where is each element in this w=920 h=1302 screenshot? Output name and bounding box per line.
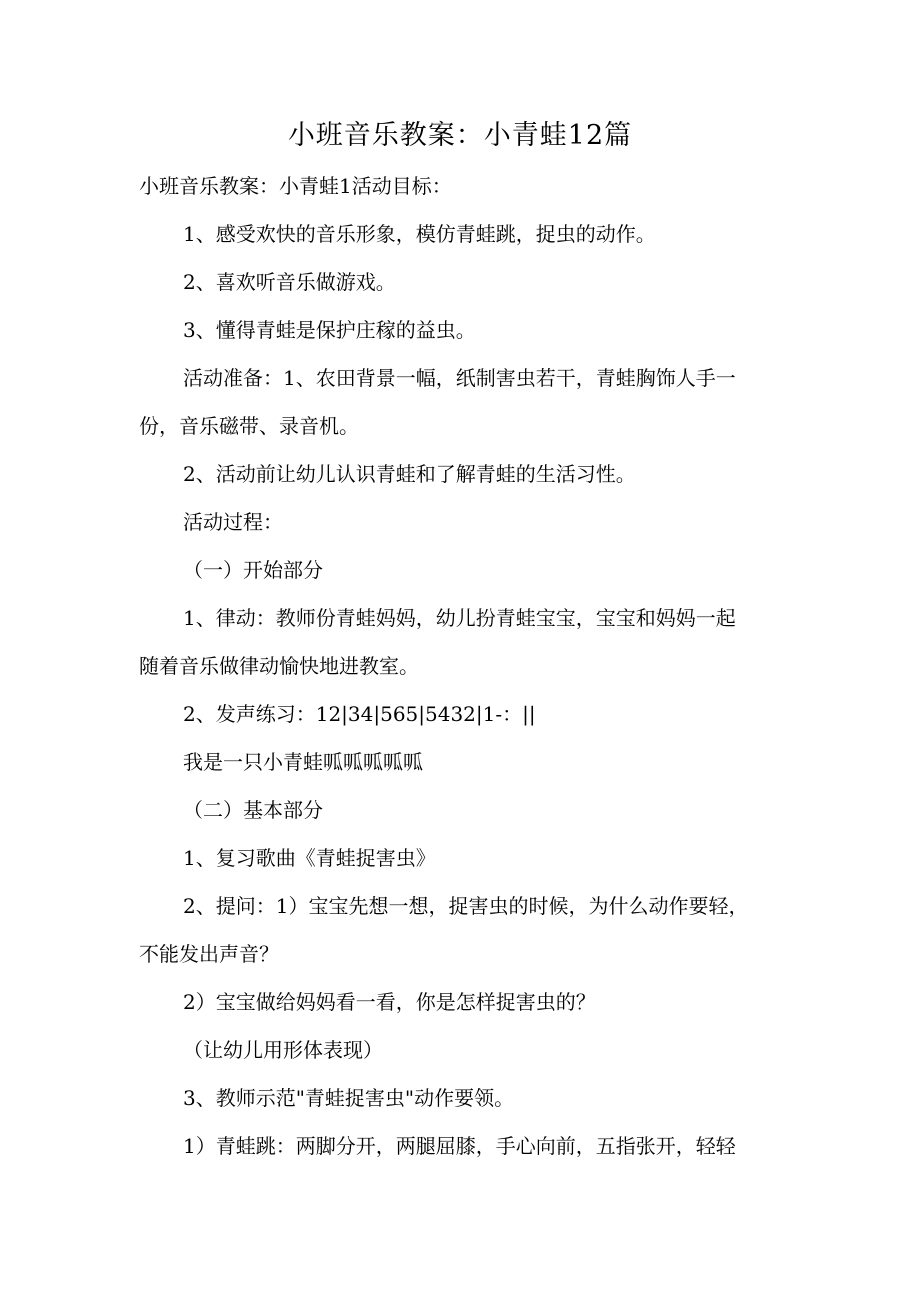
paragraph: 2）宝宝做给妈妈看一看，你是怎样捉害虫的？ (183, 990, 596, 1014)
paragraph: 2、提问：1）宝宝先想一想，捉害虫的时候，为什么动作要轻， (183, 894, 749, 918)
paragraph: （二）基本部分 (183, 798, 323, 822)
paragraph: （一）开始部分 (183, 558, 323, 582)
document-title: 小班音乐教案：小青蛙12篇 (287, 120, 633, 151)
paragraph: 1、律动：教师份青蛙妈妈，幼儿扮青蛙宝宝，宝宝和妈妈一起 (183, 606, 736, 630)
paragraph: 活动准备：1、农田背景一幅，纸制害虫若干，青蛙胸饰人手一 (183, 366, 736, 390)
paragraph: 活动过程： (183, 510, 283, 534)
paragraph: 小班音乐教案：小青蛙1活动目标： (139, 174, 452, 198)
paragraph: 3、教师示范"青蛙捉害虫"动作要领。 (183, 1086, 515, 1110)
paragraph: 随着音乐做律动愉快地进教室。 (139, 654, 419, 678)
paragraph: （让幼儿用形体表现） (183, 1038, 383, 1062)
paragraph: 1）青蛙跳：两脚分开，两腿屈膝，手心向前，五指张开，轻轻 (183, 1134, 736, 1158)
paragraph: 1、复习歌曲《青蛙捉害虫》 (183, 846, 436, 870)
paragraph: 1、感受欢快的音乐形象，模仿青蛙跳，捉虫的动作。 (183, 222, 656, 246)
paragraph: 份，音乐磁带、录音机。 (139, 414, 359, 438)
document-body (139, 162, 789, 1170)
paragraph: 2、喜欢听音乐做游戏。 (183, 270, 396, 294)
paragraph: 2、发声练习：12|34|565|5432|1-：|| (183, 702, 536, 726)
paragraph: 2、活动前让幼儿认识青蛙和了解青蛙的生活习性。 (183, 462, 636, 486)
paragraph: 我是一只小青蛙呱呱呱呱呱 (183, 750, 423, 774)
paragraph: 不能发出声音？ (139, 942, 279, 966)
paragraph: 3、懂得青蛙是保护庄稼的益虫。 (183, 318, 476, 342)
